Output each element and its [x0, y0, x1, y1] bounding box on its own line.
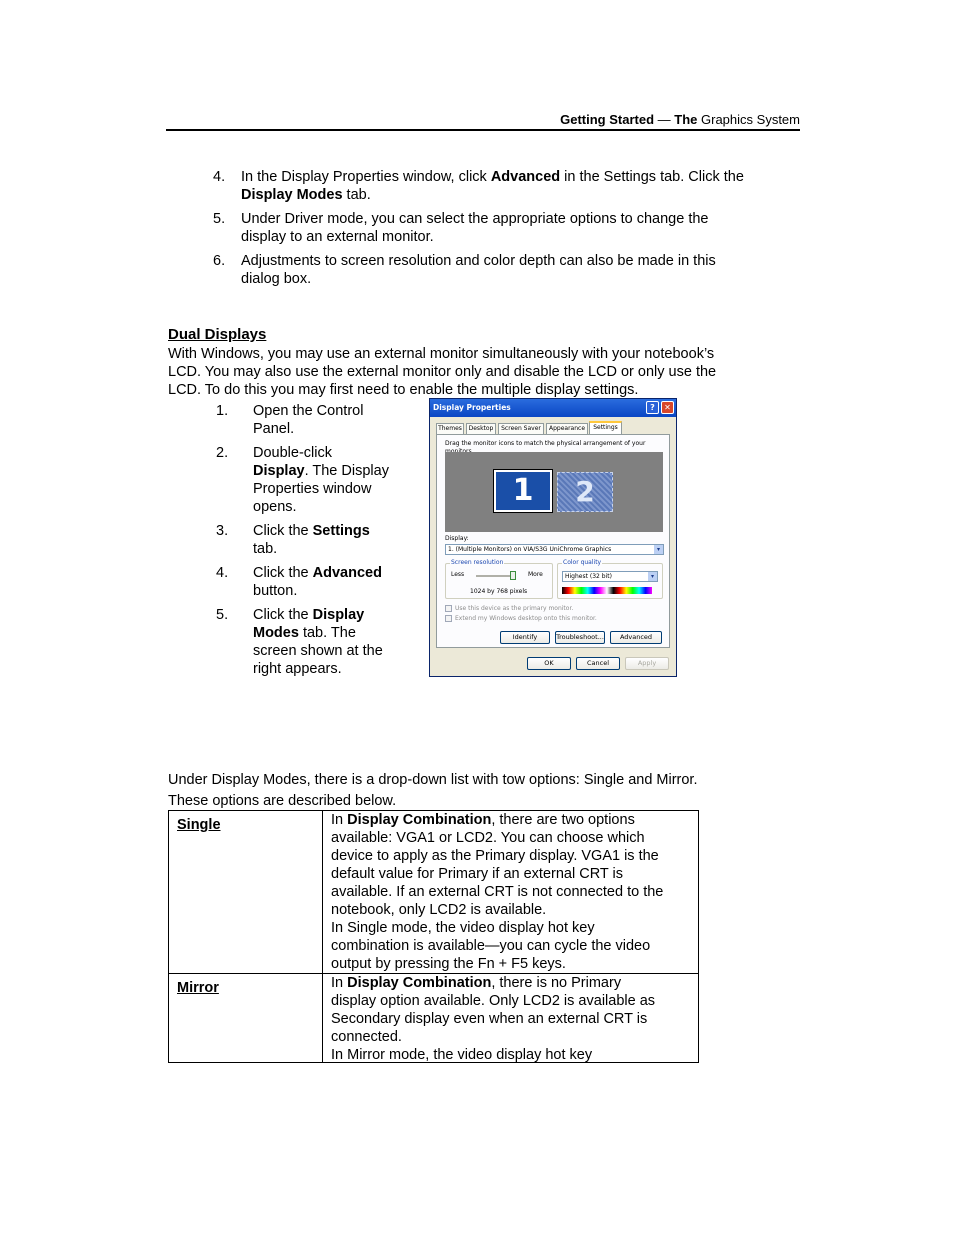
dialog-title: Display Properties — [430, 399, 676, 417]
running-header — [166, 110, 800, 130]
step-line: Double-click — [253, 445, 332, 461]
step-line: Click the — [253, 523, 313, 539]
dual-intro — [168, 345, 788, 399]
step-text — [253, 564, 413, 600]
description-line: In Single mode, the video display hot key — [331, 920, 595, 936]
step-line: tab. The — [298, 625, 356, 641]
tab-appearance[interactable]: Appearance — [546, 423, 588, 434]
tab-themes[interactable]: Themes — [436, 423, 464, 434]
modes-intro-line: These options are described below. — [168, 793, 397, 809]
resolution-value: 1024 by 768 pixels — [470, 588, 528, 595]
description-line — [331, 974, 693, 992]
less-label: Less — [451, 571, 465, 578]
help-icon[interactable]: ? — [646, 401, 659, 414]
step-line: Properties window — [253, 481, 372, 497]
step-number: 1. — [216, 403, 229, 419]
description-line: combination is available—you can cycle the video — [331, 938, 651, 954]
ok-button[interactable]: OK — [527, 657, 571, 670]
step-number: 6. — [213, 253, 226, 269]
header-the: The — [674, 112, 698, 127]
monitor-2-icon[interactable]: 2 — [557, 472, 613, 512]
step-line: Under Driver mode, you can select the appropriate options to change the — [241, 211, 709, 227]
tab-settings[interactable]: Settings — [589, 421, 622, 435]
tab-screen-saver[interactable]: Screen Saver — [498, 423, 544, 434]
cancel-button[interactable]: Cancel — [576, 657, 620, 670]
description-text: In — [331, 975, 348, 991]
display-properties-dialog — [429, 398, 677, 677]
color-spectrum-bar — [562, 587, 652, 594]
step-line: Panel. — [253, 421, 295, 437]
more-label: More — [528, 571, 543, 578]
step-number: 5. — [213, 211, 226, 227]
description-text: , there is no Primary — [491, 975, 622, 991]
close-icon[interactable]: ✕ — [661, 401, 674, 414]
description-line: In Mirror mode, the video display hot key — [331, 1047, 593, 1063]
step-number: 2. — [216, 445, 229, 461]
apply-button[interactable]: Apply — [625, 657, 669, 670]
primary-monitor-checkbox[interactable] — [445, 605, 452, 612]
screen-resolution-label: Screen resolution — [451, 559, 504, 566]
step-text-part: in the Settings tab. Click the — [560, 169, 744, 185]
step-text — [253, 522, 413, 558]
settings-panel — [436, 434, 670, 648]
description-line: device to apply as the Primary display. VGA1 is the — [331, 848, 659, 864]
screen-resolution-group — [445, 559, 553, 599]
description-text: In — [331, 812, 348, 828]
description-line: default value for Primary if an external CRT is — [331, 866, 624, 882]
step-text — [241, 252, 796, 288]
description-line: display option available. Only LCD2 is available as — [331, 993, 656, 1009]
step-number: 3. — [216, 523, 229, 539]
step-line: button. — [253, 583, 298, 599]
step-text — [253, 606, 413, 678]
modes-intro — [168, 770, 788, 812]
header-section: Getting Started — [560, 112, 655, 127]
display-select-value: 1. (Multiple Monitors) on VIA/S3G UniChrome Graphics — [448, 546, 612, 553]
intro-line: With Windows, you may use an external monitor simultaneously with your notebook’s — [168, 346, 715, 362]
description-line: connected. — [331, 1029, 402, 1045]
step-bold-display: Display — [312, 607, 365, 623]
intro-line: LCD. To do this you may first need to enable the multiple display settings. — [168, 382, 639, 398]
display-modes-table — [168, 810, 699, 1063]
display-label: Display: — [445, 535, 469, 542]
step-bold-display-modes: Display Modes — [241, 187, 343, 203]
step-line: tab. — [253, 541, 278, 557]
description-line — [331, 811, 693, 829]
header-dash: — — [657, 112, 671, 127]
step-text — [241, 210, 796, 246]
step-line: opens. — [253, 499, 297, 515]
description-bold: Display Combination — [347, 975, 492, 991]
step-bold-modes: Modes — [253, 625, 299, 641]
color-quality-select[interactable] — [562, 571, 658, 582]
step-text — [253, 402, 413, 438]
step-number: 5. — [216, 607, 229, 623]
step-line: screen shown at the — [253, 643, 383, 659]
chevron-down-icon: ▾ — [648, 572, 657, 581]
step-line: . The Display — [304, 463, 389, 479]
step-number: 4. — [213, 169, 226, 185]
description-line: available. If an external CRT is not connected to the — [331, 884, 664, 900]
mode-cell — [169, 811, 323, 973]
modes-intro-line: Under Display Modes, there is a drop-down list with tow options: Single and Mirror. — [168, 772, 698, 788]
tab-desktop[interactable]: Desktop — [466, 423, 496, 434]
description-bold: Display Combination — [347, 812, 492, 828]
monitor-1-icon[interactable]: 1 — [494, 470, 552, 512]
description-line: notebook, only LCD2 is available. — [331, 902, 547, 918]
step-line: Open the Control — [253, 403, 364, 419]
step-line: Click the — [253, 607, 313, 623]
step-bold-advanced: Advanced — [490, 169, 561, 185]
description-line: Secondary display even when an external CRT is — [331, 1011, 648, 1027]
table-row — [169, 811, 698, 973]
mode-cell — [169, 974, 323, 1062]
color-quality-value: Highest (32 bit) — [565, 573, 612, 580]
description-line: available: VGA1 or LCD2. You can choose which — [331, 830, 645, 846]
description-text: , there are two options — [491, 812, 635, 828]
step-text-part: tab. — [342, 187, 371, 203]
monitor-arrangement-area — [445, 452, 663, 532]
primary-monitor-label: Use this device as the primary monitor. — [455, 605, 574, 612]
step-bold-advanced: Advanced — [312, 565, 382, 581]
description-cell — [331, 974, 693, 1064]
step-line: dialog box. — [241, 271, 312, 287]
step-number: 4. — [216, 565, 229, 581]
step-line: display to an external monitor. — [241, 229, 434, 245]
step-line: Adjustments to screen resolution and color depth can also be made in this — [241, 253, 716, 269]
display-select[interactable] — [445, 544, 664, 555]
step-text — [241, 168, 796, 204]
color-quality-label: Color quality — [563, 559, 602, 566]
mode-name-single: Single — [177, 817, 221, 833]
step-line: Click the — [253, 565, 313, 581]
step-text-part: In the Display Properties window, click — [241, 169, 491, 185]
step-bold-settings: Settings — [312, 523, 370, 539]
description-line: output by pressing the Fn + F5 keys. — [331, 956, 566, 972]
chevron-down-icon: ▾ — [654, 545, 663, 554]
extend-desktop-checkbox[interactable] — [445, 615, 452, 622]
step-bold-display: Display — [253, 463, 305, 479]
intro-line: LCD. You may also use the external monitor only and disable the LCD or only use the — [168, 364, 717, 380]
mode-name-mirror: Mirror — [177, 980, 219, 996]
arrange-instruction: Drag the monitor icons to match the physical arrangement of your — [445, 440, 646, 447]
resolution-slider-thumb[interactable] — [510, 571, 516, 580]
header-topic: Graphics System — [701, 112, 800, 127]
section-title-dual-displays: Dual Displays — [168, 326, 267, 343]
table-row — [169, 973, 698, 1062]
identify-button[interactable]: Identify — [500, 631, 550, 644]
step-line: right appears. — [253, 661, 342, 677]
advanced-button[interactable]: Advanced — [610, 631, 662, 644]
extend-desktop-label: Extend my Windows desktop onto this monitor. — [455, 615, 597, 622]
color-quality-group — [557, 559, 663, 599]
step-text — [253, 444, 413, 516]
troubleshoot-button[interactable]: Troubleshoot... — [555, 631, 605, 644]
header-rule — [166, 129, 800, 131]
description-cell — [331, 811, 693, 973]
